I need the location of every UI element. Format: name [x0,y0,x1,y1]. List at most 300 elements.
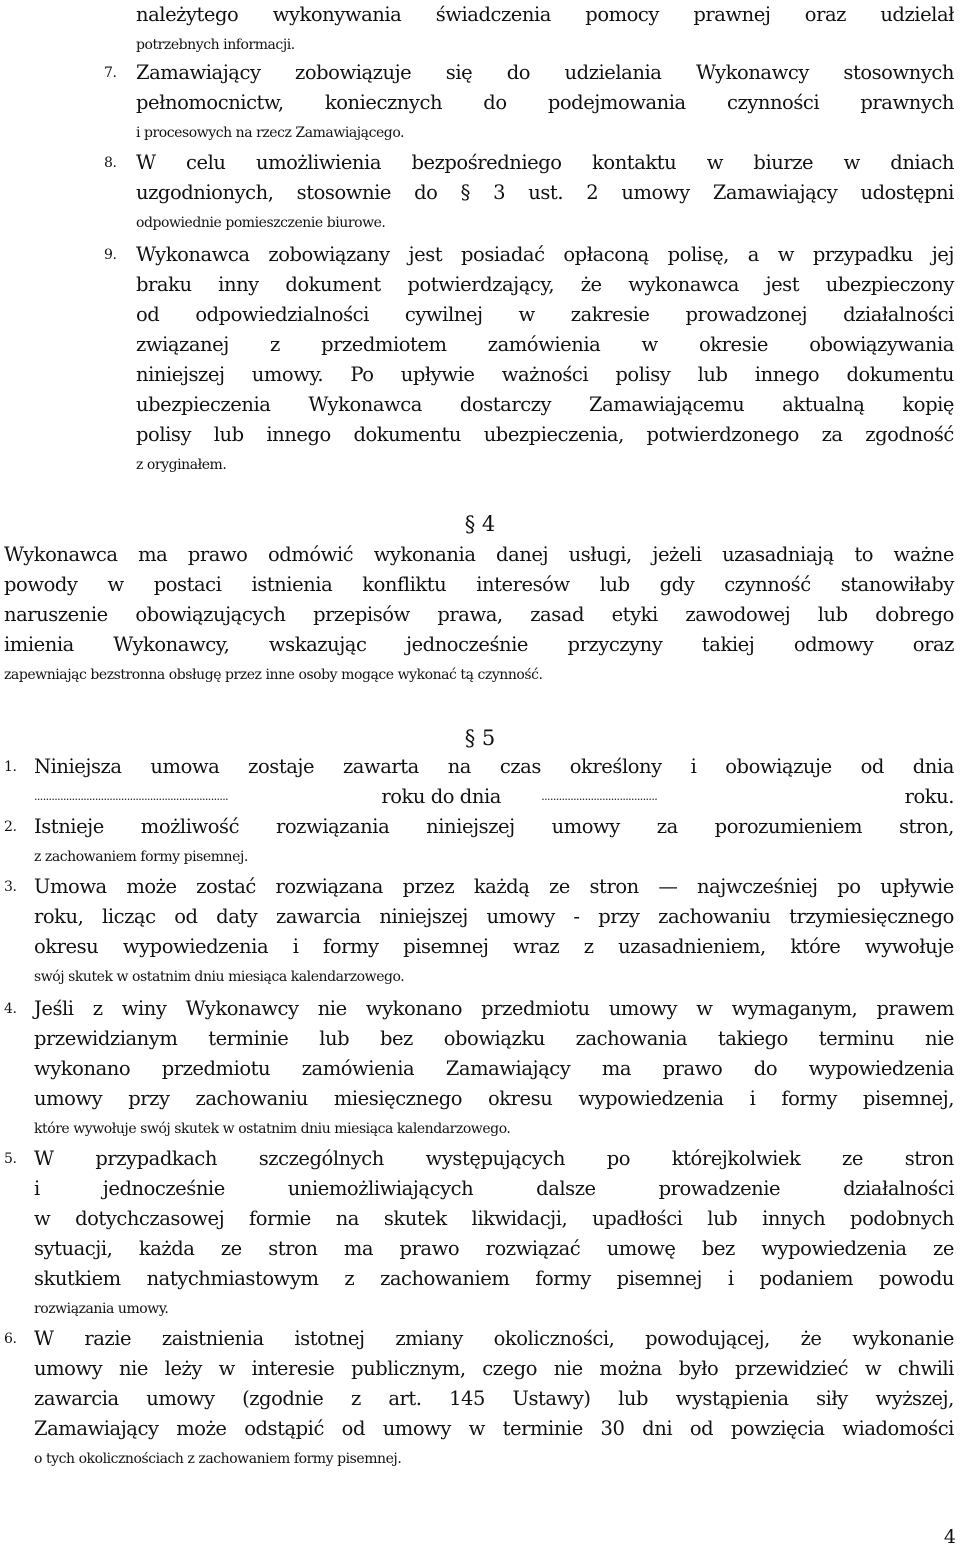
word: - [573,905,580,928]
word: jeżeli [652,543,702,566]
word: za [821,423,843,446]
word: W [34,1327,54,1350]
word: formy [781,1087,837,1110]
word: niniejszej [379,905,468,928]
word: W [34,1147,54,1170]
word: świadczenia [435,3,551,26]
word: etyki [611,603,658,626]
word: i [727,1267,734,1290]
word: rozwiązać [485,1237,581,1260]
paragraph-line: rozwiązania umowy. [34,1301,169,1317]
word: od [136,303,160,326]
word: oraz [804,3,846,26]
word: najwcześniej [696,875,818,898]
word: dostarczy [459,393,552,416]
word: innych [762,1207,826,1230]
word: przyczyny [567,633,663,656]
word: dotychczasowej [75,1207,225,1230]
word: Wykonawca [308,393,422,416]
paragraph-line [34,1324,954,1354]
word: formy [323,935,379,958]
paragraph-line [34,812,954,842]
word: pisemnej [403,935,489,958]
word: wskazując [268,633,367,656]
word: okresu [34,935,99,958]
word: w [864,1357,882,1380]
word: trzymiesięcznego [789,905,954,928]
paragraph-line [34,1414,954,1444]
word: umożliwienia [255,151,381,174]
word: obowiązywania [809,333,954,356]
word: braku [136,273,192,296]
word: przypadkach [95,1147,217,1170]
word: wykonywania [272,3,402,26]
word: formie [249,1207,311,1230]
word: zamówienia [301,1057,415,1080]
word: po [606,1147,631,1170]
list-number: 9. [104,247,117,263]
paragraph-line [4,540,954,570]
word: odstąpić [244,1417,324,1440]
word: którejkolwiek [671,1147,801,1170]
word: Wykonawca [4,543,118,566]
word: stosownie [296,181,391,204]
word: nie [317,997,347,1020]
paragraph-line [136,88,954,118]
word: ust. [528,181,564,204]
date-placeholder-dots: ........................................ [541,790,658,803]
word: upływie [400,363,475,386]
word: Wykonawcy [185,997,299,1020]
paragraph-line [34,872,954,902]
word: 2 [586,181,599,204]
word: wykonanie [852,1327,954,1350]
word: wypowiedzenia [761,1237,907,1260]
word: posiadać [461,243,545,266]
section-heading: § 4 [464,512,496,536]
word: lub [599,573,630,596]
word: od [174,905,198,928]
list-number: 4. [4,1001,17,1017]
word: zachowaniem [380,1267,510,1290]
word: udzielania [564,61,662,84]
word: dokumentu [846,363,954,386]
word: za [656,815,678,838]
word: Zamawiający [445,1057,571,1080]
word: Po [350,363,374,386]
word: — [658,875,678,898]
word: aktualną [782,393,865,416]
word: Wykonawcy, [113,633,230,656]
word: bez [379,1027,413,1050]
word: że [580,273,602,296]
word: polisę, [667,243,729,266]
word: umowy. [251,363,324,386]
word: w [706,151,723,174]
word: z [583,935,594,958]
word: takiego [717,1027,788,1050]
word: nie [553,1357,583,1380]
word: inny [218,273,259,296]
word: się [445,61,473,84]
word: interesie [251,1357,335,1380]
word: wykonania [373,543,476,566]
word: licząc [102,905,156,928]
word: zamówienia [487,333,601,356]
word: w [777,243,795,266]
paragraph-line: potrzebnych informacji. [136,37,295,53]
word: uniemożliwiających [287,1177,474,1200]
word: z [92,997,103,1020]
word: można [599,1357,662,1380]
paragraph-line [4,570,954,600]
word: chwili [897,1357,954,1380]
word: przewidzianym [34,1027,178,1050]
word: na [335,1207,359,1230]
word: wiadomości [842,1417,954,1440]
word: terminie [502,1417,583,1440]
word: w [518,303,535,326]
word: umowy [486,905,555,928]
paragraph-line [34,1264,954,1294]
list-number: 1. [4,759,17,775]
word: jednocześnie [102,1177,225,1200]
word: stron [268,1237,318,1260]
paragraph-line [136,148,954,178]
word: kopię [902,393,954,416]
word: obowiązuje [725,755,832,778]
word: prawo [187,543,248,566]
word: i [690,755,697,778]
word: ubezpieczenia, [483,423,624,446]
word: czynność [724,573,811,596]
word: rozwiązana [275,875,383,898]
word: udostępni [860,181,954,204]
word: nie [924,1027,954,1050]
paragraph-line [34,1024,954,1054]
word: dokumentu [353,423,461,446]
word: umowy [551,815,620,838]
paragraph-line [136,300,954,330]
paragraph-line [34,1354,954,1384]
word: prowadzonej [685,303,808,326]
word: uzasadniają [722,543,834,566]
word: takiej [701,633,755,656]
word: istnienia [251,573,333,596]
word: wraz [513,935,560,958]
word: czynności [726,91,820,114]
word: skutkiem [34,1267,121,1290]
word: zaistnienia [161,1327,264,1350]
paragraph-line: z zachowaniem formy pisemnej. [34,849,248,865]
word: lub [213,423,244,446]
paragraph-text: roku do dnia [381,785,501,808]
word: do [506,61,531,84]
paragraph-line [4,600,954,630]
word: przedmiotu [161,1057,271,1080]
word: zawarcia [275,905,361,928]
word: konfliktu [362,573,447,596]
word: art. [388,1387,422,1410]
word: z [270,333,280,356]
word: wymaganym, [731,997,858,1020]
word: z [350,1387,361,1410]
word: w [34,1207,51,1230]
word: publicznym, [351,1357,466,1380]
word: terminu [818,1027,895,1050]
word: zobowiązuje [295,61,412,84]
word: Wykonawca [136,243,250,266]
word: skutek [383,1207,447,1230]
word: Jeśli [34,997,74,1020]
word: potwierdzonego [646,423,799,446]
paragraph-line: swój skutek w ostatnim dniu miesiąca kalendarzowego. [34,969,405,985]
word: upływie [880,875,954,898]
word: nie [118,1357,148,1380]
word: siły [816,1387,848,1410]
word: istotnej [294,1327,365,1350]
word: i [749,1087,756,1110]
word: stosownych [843,61,954,84]
list-number: 3. [4,879,17,895]
word: zachowaniu [658,905,771,928]
word: lub [707,1207,738,1230]
word: że [800,1327,822,1350]
word: danej [496,543,549,566]
word: które [790,935,841,958]
paragraph-line [136,360,954,390]
paragraph-line: i procesowych na rzecz Zamawiającego. [136,125,405,141]
word: zachowania [575,1027,687,1050]
word: czas [499,755,541,778]
list-number: 2. [4,819,17,835]
word: wypowiedzenia [578,1087,724,1110]
word: odpowiedzialności [195,303,369,326]
word: porozumieniem [714,815,863,838]
word: może [176,1417,227,1440]
word: ze [933,1237,954,1260]
word: w [843,151,860,174]
word: a [747,243,759,266]
paragraph-line: o tych okolicznościach z zachowaniem formy pisemnej. [34,1451,402,1467]
word: dni [642,1417,673,1440]
word: obowiązku [443,1027,545,1050]
word: prawnej [693,3,771,26]
word: polisy [136,423,192,446]
word: gdy [659,573,695,596]
word: umowy [34,1357,103,1380]
paragraph-line [34,1144,954,1174]
paragraph-line [34,1054,954,1084]
paragraph-line: odpowiednie pomieszczenie biurowe. [136,215,386,231]
word: pisemnej, [862,1087,954,1110]
word: ważne [893,543,954,566]
paragraph-line [136,178,954,208]
word: naruszenie [4,603,108,626]
word: przepisów [313,603,410,626]
word: prawo [399,1237,460,1260]
word: było [678,1357,719,1380]
paragraph-line [34,994,954,1024]
word: dniach [890,151,954,174]
word: cywilnej [404,303,483,326]
word: od [860,755,884,778]
word: kontaktu [592,151,677,174]
word: może [126,875,177,898]
word: zostaje [248,755,315,778]
word: niniejszej [136,363,225,386]
word: lub [618,1387,649,1410]
word: innego [266,423,331,446]
word: przy [598,905,640,928]
word: jest [765,273,800,296]
word: pisemnej [616,1267,702,1290]
date-fill-line [34,782,954,812]
word: odmówić [268,543,354,566]
paragraph-line: zapewniając bezstronna obsługę przez inne osoby mogące wykonać tą czynność. [4,667,543,683]
word: Wykonawcy [695,61,809,84]
word: upadłości [592,1207,683,1230]
word: to [854,543,873,566]
word: umowa [150,755,220,778]
word: wystąpienia [675,1387,789,1410]
word: postaci [153,573,222,596]
word: w [218,1357,235,1380]
word: w [107,573,124,596]
word: prawo [662,1057,723,1080]
word: zawarta [342,755,419,778]
word: jest [408,243,443,266]
word: stanowiłaby [840,573,954,596]
word: możliwość [140,815,240,838]
word: terminie [208,1027,289,1050]
word: Zamawiający [136,61,261,84]
paragraph-line [136,390,954,420]
word: dokument [285,273,381,296]
paragraph-line [34,1234,954,1264]
word: imienia [4,633,74,656]
word: dobrego [875,603,954,626]
word: prawnych [860,91,954,114]
word: jednocześnie [405,633,529,656]
word: wywołuje [864,935,954,958]
word: umowy [382,1417,451,1440]
word: powody [4,573,78,596]
word: czego [482,1357,538,1380]
word: likwidacji, [471,1207,568,1230]
paragraph-line: z oryginałem. [136,457,227,473]
word: lub [697,363,728,386]
word: ma [343,1237,374,1260]
word: okresu [488,1087,553,1110]
word: ma [601,1057,632,1080]
word: ze [220,1237,242,1260]
word: (zgodnie [242,1387,324,1410]
word: innego [754,363,820,386]
word: polisy [615,363,671,386]
word: powodującej, [645,1327,770,1350]
word: do [483,91,507,114]
word: w [641,333,658,356]
word: każdą [473,875,530,898]
word: prowadzenie [658,1177,781,1200]
word: uzasadnieniem, [618,935,766,958]
list-number: 6. [4,1331,17,1347]
paragraph-line [136,420,954,450]
word: opłaconą [563,243,649,266]
word: zakresie [570,303,650,326]
word: związanej [136,333,229,356]
word: wykonano [34,1057,131,1080]
word: formy [535,1267,591,1290]
word: odmowy [793,633,874,656]
word: podobnych [850,1207,954,1230]
word: powodu [878,1267,954,1290]
word: Zamawiający [712,181,838,204]
word: podejmowania [547,91,686,114]
word: umowę [606,1237,676,1260]
word: należytego [136,3,239,26]
word: podaniem [759,1267,854,1290]
word: W [136,151,156,174]
word: umowy [621,181,690,204]
word: sytuacji, [34,1237,113,1260]
word: od [341,1417,365,1440]
word: wypowiedzenia [808,1057,954,1080]
word: wykonawca [628,273,739,296]
word: Umowa [34,875,107,898]
list-number: 7. [104,65,117,81]
word: natychmiastowym [146,1267,319,1290]
word: stron [904,1147,954,1170]
paragraph-line [34,1084,954,1114]
word: i [292,935,299,958]
word: biurze [753,151,814,174]
list-number: 5. [4,1151,17,1167]
word: interesów [476,573,570,596]
word: prawa, [437,603,503,626]
word: okresie [698,333,769,356]
word: jej [931,243,954,266]
word: Zamawiający [34,1417,159,1440]
word: każda [138,1237,195,1260]
word: ubezpieczenia [136,393,271,416]
word: potwierdzający, [407,273,555,296]
word: przedmiotem [321,333,447,356]
word: celu [186,151,226,174]
paragraph-line [34,752,954,782]
word: lub [319,1027,350,1050]
word: dalsze [536,1177,596,1200]
word: do [753,1057,778,1080]
word: stron, [898,815,954,838]
word: ubezpieczony [825,273,954,296]
word: uzgodnionych, [136,181,274,204]
word: przewidzieć [735,1357,849,1380]
word: Istnieje [34,815,104,838]
word: z [344,1267,355,1290]
paragraph-line [4,630,954,660]
word: obowiązujących [135,603,286,626]
word: daty [216,905,258,928]
word: niniejszej [426,815,515,838]
word: 3 [493,181,506,204]
word: pełnomocnictw, [136,91,284,114]
word: zmiany [395,1327,463,1350]
word: przy [128,1087,170,1110]
paragraph-line: które wywołuje swój skutek w ostatnim dniu miesiąca kalendarzowego. [34,1121,511,1137]
word: usługi, [568,543,632,566]
